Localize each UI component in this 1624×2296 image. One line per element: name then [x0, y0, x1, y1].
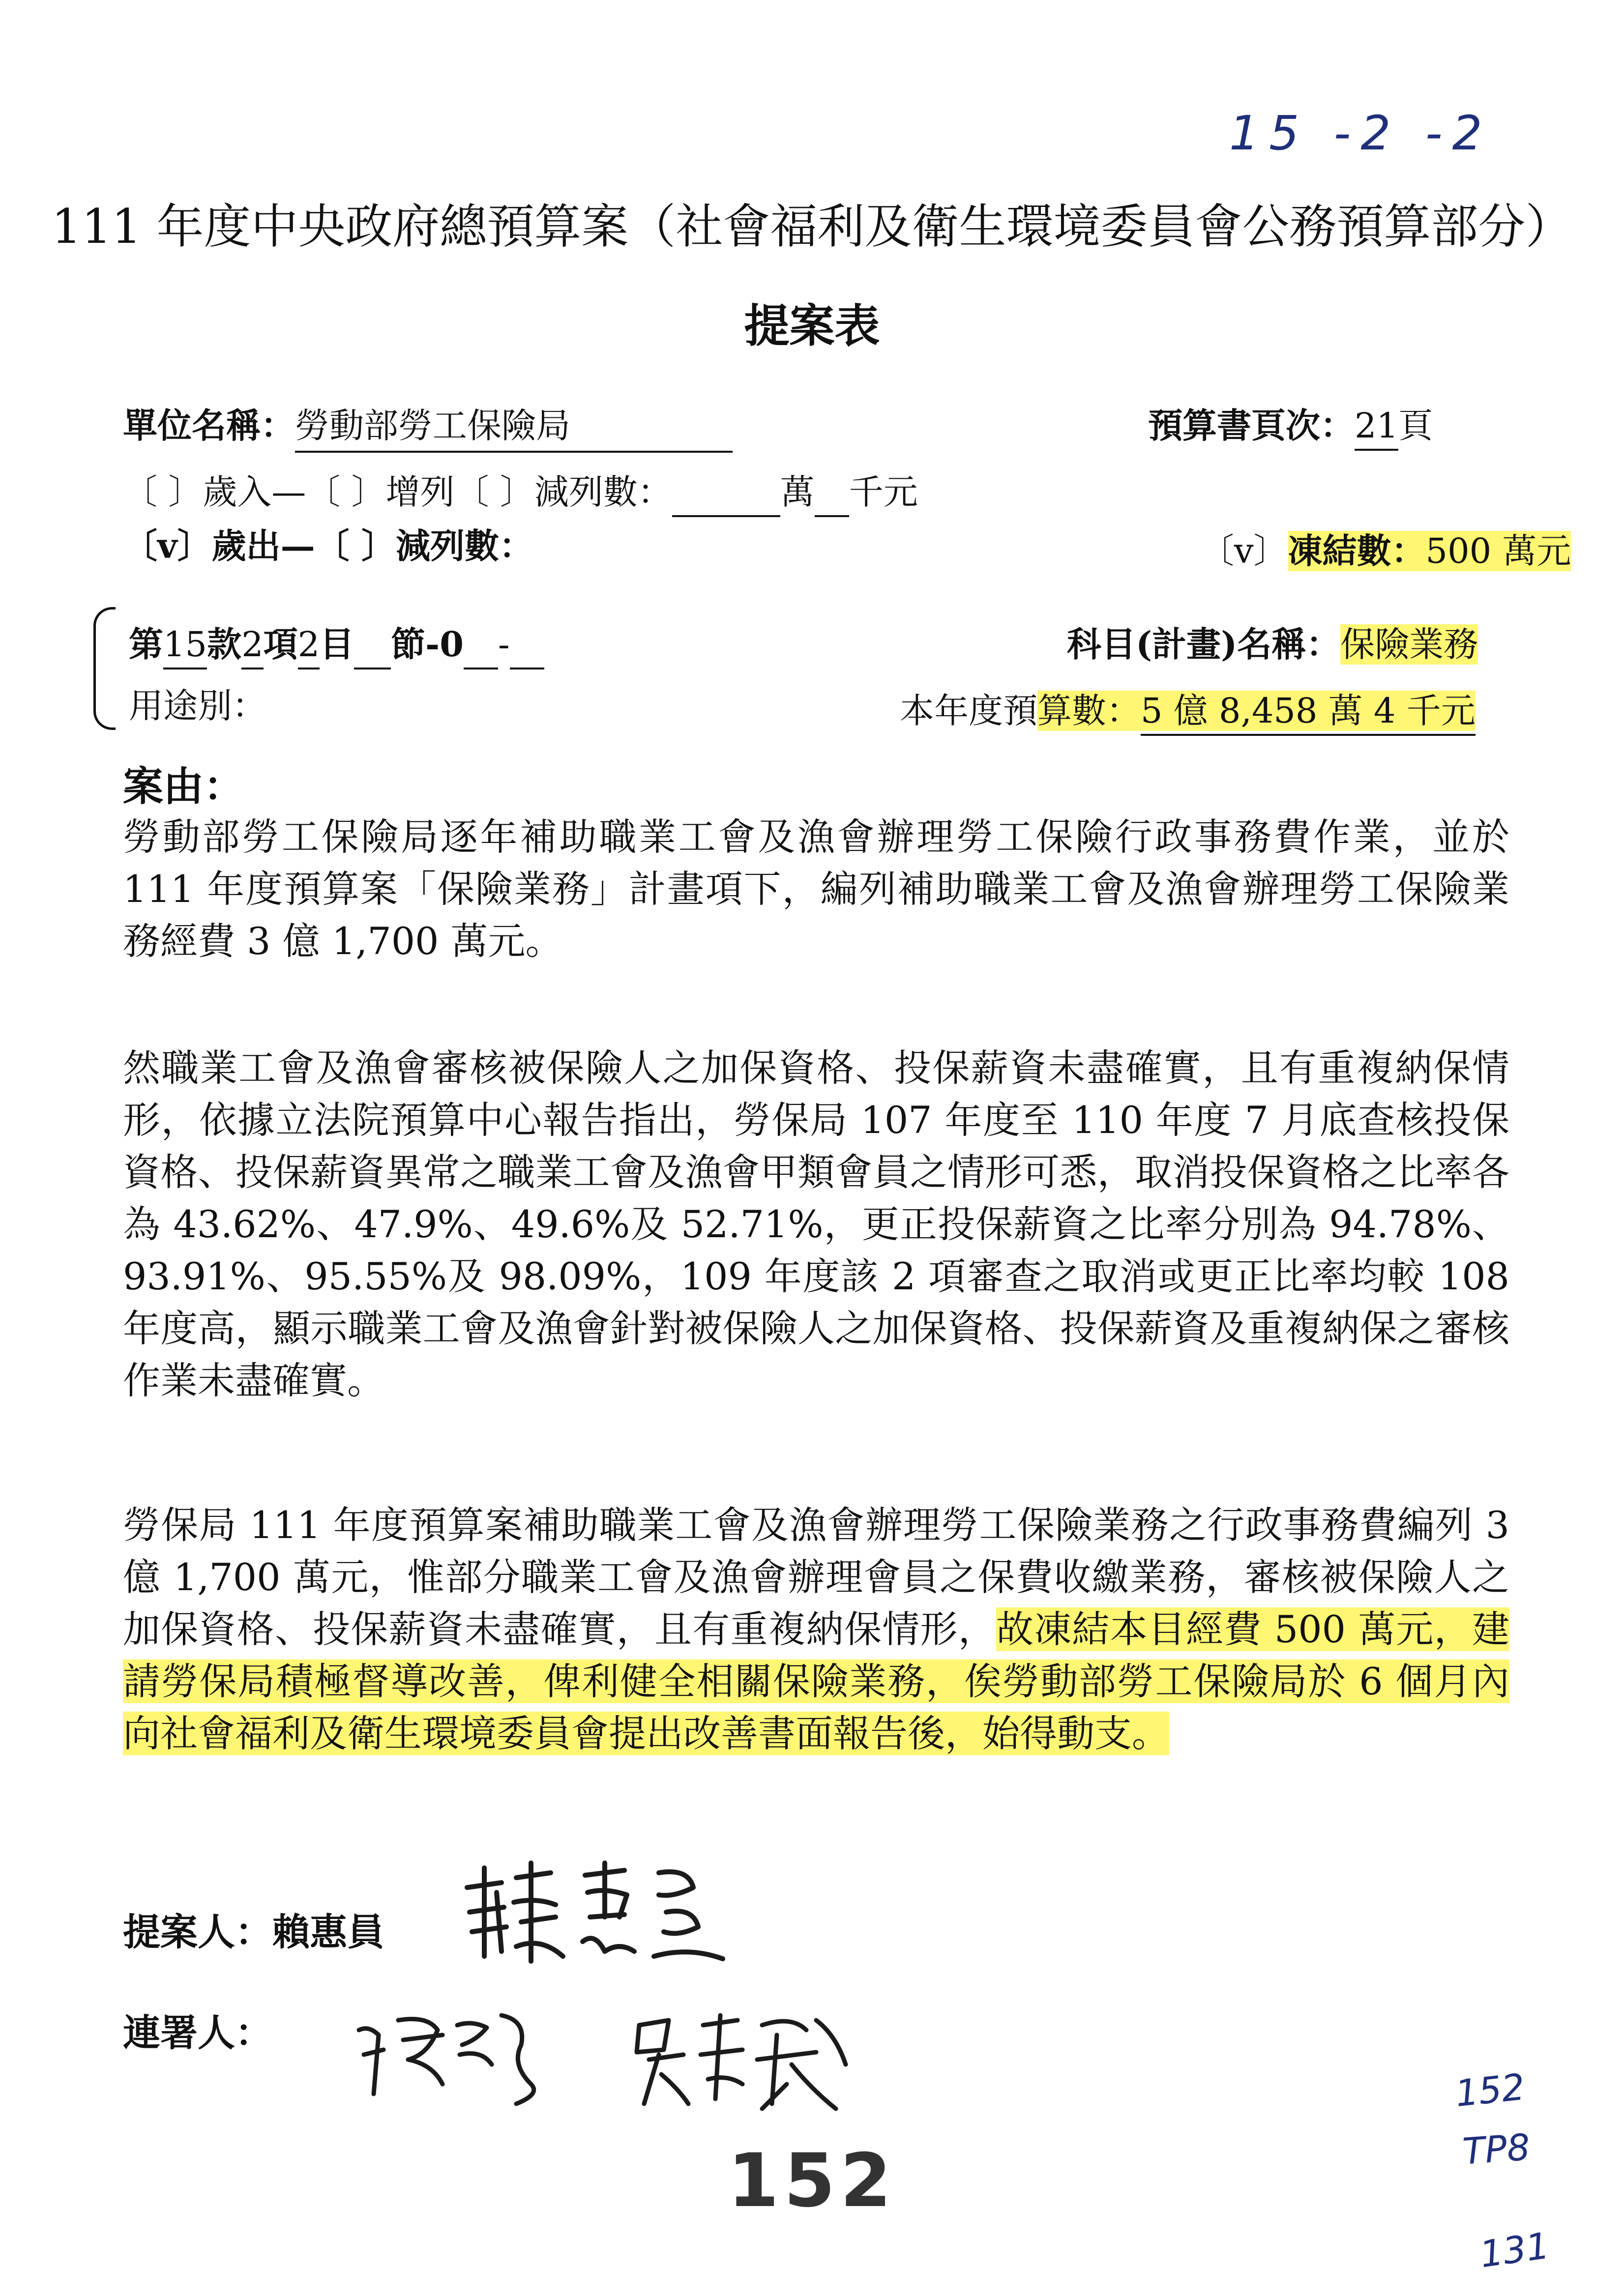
subject-label: 科目(計畫)名稱： — [1067, 624, 1341, 665]
budget-label-a: 本年度預 — [900, 691, 1037, 731]
page-label: 預算書頁次： — [1148, 405, 1355, 446]
margin-note-1: 152 — [1453, 2065, 1527, 2116]
page-suffix: 頁 — [1398, 406, 1433, 446]
proposer-label: 提案人：賴惠員 — [123, 1910, 384, 1954]
dash-separator: - — [498, 624, 510, 665]
jie-label: 節-0 — [391, 624, 464, 665]
page-number: 152 — [727, 2138, 897, 2224]
budget-highlight — [1037, 691, 1476, 731]
freeze-check: 〔v〕 — [1200, 531, 1288, 571]
page-ref-row — [1148, 398, 1433, 448]
cosigner-signature-2 — [629, 2005, 860, 2119]
subject-value: 保險業務 — [1340, 624, 1478, 665]
item-code-row — [129, 617, 544, 669]
cosigner-label: 連署人： — [123, 2011, 272, 2055]
left-bracket — [93, 607, 116, 730]
income-wan: 萬 — [780, 472, 815, 512]
mu-label: 目 — [320, 624, 354, 665]
xiang-label: 項 — [263, 624, 298, 665]
item-prefix: 第 — [129, 624, 163, 665]
unit-value — [295, 398, 733, 453]
income-qian-blank — [815, 472, 849, 517]
freeze-label: 凍結數： — [1288, 530, 1426, 571]
budget-value: 5 億 8,458 萬 4 千元 — [1141, 691, 1476, 736]
reason-paragraph-2: 然職業工會及漁會審核被保險人之加保資格、投保薪資未盡確實，且有重複納保情形，依據立法院預算中心報告指出，勞保局 107 年度至 110 年度 7 月底查核投保資格、投保薪資異常之職業工會及漁會甲類會員之情形可悉，取消投保資格之比率各為 43.62%、47.9%、49.6%及 52.71%，更正投保薪資之比率分別為 94.78%、93.91%、95.55%及 98.09%，109 年度該 2 項審查之取消或更正比率均較 108 年度高，顯示職業工會及漁會針對被保險人之加保資格、投保薪資及重複納保之審核作業未盡確實。 — [123, 1046, 1509, 1402]
blank-1 — [354, 624, 391, 669]
document-title: 111 年度中央政府總預算案（社會福利及衛生環境委員會公務預算部分） — [51, 199, 1573, 254]
income-qian: 千元 — [849, 472, 918, 512]
page-value: 21 — [1355, 406, 1398, 451]
kuan-number: 15 — [163, 624, 207, 669]
freeze-highlight — [1288, 531, 1571, 571]
budget-label-b: 算數： — [1037, 691, 1141, 731]
budget-row — [900, 683, 1476, 733]
freeze-row — [1200, 523, 1571, 573]
xiang-number: 2 — [241, 624, 264, 669]
margin-note-3: 131 — [1477, 2224, 1552, 2276]
income-row — [123, 465, 918, 517]
document-subtitle: 提案表 — [744, 299, 880, 352]
freeze-value: 500 萬元 — [1425, 531, 1571, 571]
income-line: 〔 〕歲入—〔 〕增列〔 〕減列數： — [123, 472, 672, 512]
kuan-label: 款 — [207, 624, 242, 665]
reason-paragraph-3-highlight: 故凍結本目經費 500 萬元，建請勞保局積極督導改善，俾利健全相關保險業務，俟勞動部勞工保險局於 6 個月內向社會福利及衛生環境委員會提出改善書面報告後，始得動支。 — [123, 1607, 1509, 1755]
reason-paragraph-3-text: 勞保局 111 年度預算案補助職業工會及漁會辦理勞工保險業務之行政事務費編列 3 億 1,700 萬元，惟部分職業工會及漁會辦理會員之保費收繳業務，審核被保險人之加保資格、投保薪資未盡確實，且有重複納保情形， — [123, 1503, 1509, 1651]
reason-label: 案由： — [123, 763, 244, 810]
unit-row — [123, 398, 733, 453]
margin-note-2: TP8 — [1461, 2126, 1532, 2173]
handwritten-reference: 15 -2 -2 — [1229, 106, 1492, 161]
subject-row — [1067, 617, 1478, 667]
reason-paragraph-3 — [123, 1499, 1509, 1760]
proposer-signature — [457, 1858, 733, 1971]
blank-3 — [510, 624, 544, 669]
income-wan-blank — [672, 472, 780, 517]
reason-paragraph-1: 勞動部勞工保險局逐年補助職業工會及漁會辦理勞工保險行政事務費作業，並於 111 年度預算案「保險業務」計畫項下，編列補助職業工會及漁會辦理勞工保險業務經費 3 億 1,700 萬元。 — [123, 815, 1509, 963]
unit-label: 單位名稱： — [123, 405, 295, 446]
use-row: 用途別： — [129, 686, 266, 726]
expense-row: 〔v〕歲出—〔 〕減列數： — [123, 525, 534, 566]
unit-value-text: 勞動部勞工保險局 — [295, 406, 570, 446]
blank-2 — [464, 624, 498, 669]
cosigner-signature-1 — [354, 2001, 561, 2109]
mu-number: 2 — [298, 624, 320, 669]
